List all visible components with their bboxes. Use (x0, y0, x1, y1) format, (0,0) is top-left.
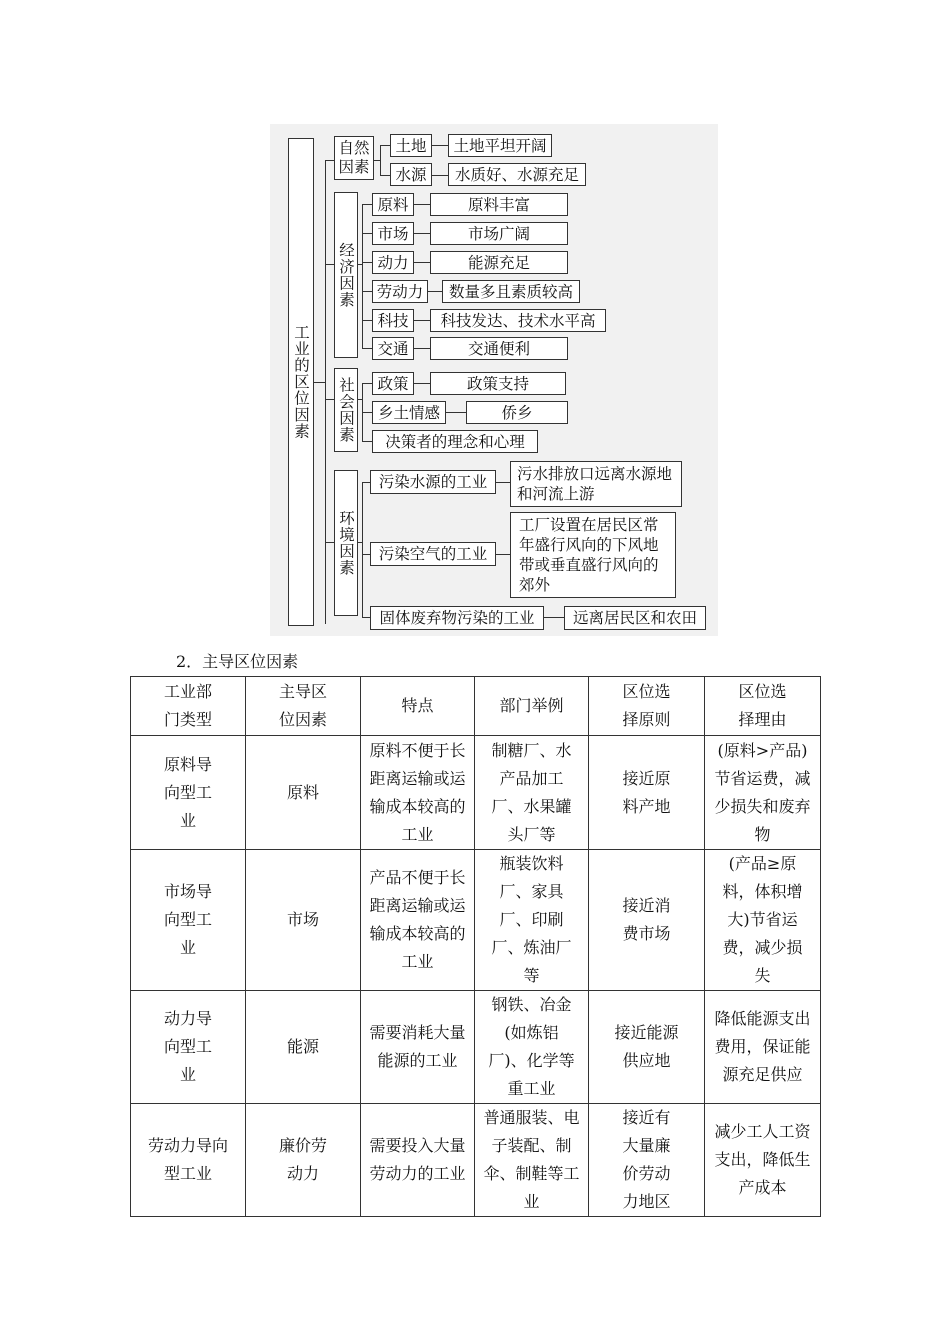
table-cell: (原料>产品)节省运费，减少损失和废弃物 (705, 736, 821, 850)
factor-raw-material: 原料 (372, 193, 414, 216)
detail-market: 市场广阔 (430, 222, 568, 245)
factor-air-polluting-industry: 污染空气的工业 (370, 542, 496, 566)
table-cell: 接近原料产地 (589, 736, 705, 850)
environmental-factors-box: 环境因素 (334, 470, 358, 616)
table-cell: 原料导向型工业 (131, 736, 246, 850)
table-cell: 原料 (246, 736, 361, 850)
factor-transport: 交通 (372, 337, 414, 360)
table-header-row (131, 677, 821, 736)
factor-technology: 科技 (372, 309, 414, 332)
table-cell: 瓶装饮料厂、家具厂、印刷厂、炼油厂等 (475, 850, 589, 991)
detail-raw-material: 原料丰富 (430, 193, 568, 216)
header-cell: 区位选择理由 (705, 677, 821, 736)
factor-land: 土地 (390, 134, 432, 157)
factor-water-polluting-industry: 污染水源的工业 (370, 470, 496, 494)
table-cell: (产品≥原料，体积增大)节省运费，减少损失 (705, 850, 821, 991)
table-cell: 劳动力导向型工业 (131, 1104, 246, 1217)
industry-location-diagram (270, 124, 718, 636)
factor-water: 水源 (390, 163, 432, 186)
table-cell: 接近消费市场 (589, 850, 705, 991)
detail-transport: 交通便利 (430, 337, 568, 360)
table-cell: 产品不便于长距离运输或运输成本较高的工业 (361, 850, 475, 991)
table-row (131, 736, 821, 850)
detail-labor: 数量多且素质较高 (442, 280, 580, 303)
header-cell: 工业部门类型 (131, 677, 246, 736)
table-cell: 廉价劳动力 (246, 1104, 361, 1217)
root-box: 工业的区位因素 (288, 138, 314, 626)
table-cell: 能源 (246, 991, 361, 1104)
table-cell: 动力导向型工业 (131, 991, 246, 1104)
detail-land: 土地平坦开阔 (448, 134, 552, 157)
social-factors-box: 社会因素 (334, 368, 358, 452)
detail-air-polluting-industry: 工厂设置在居民区常年盛行风向的下风地带或垂直盛行风向的郊外 (510, 512, 676, 598)
header-cell: 主导区位因素 (246, 677, 361, 736)
table-row (131, 991, 821, 1104)
header-cell: 部门举例 (475, 677, 589, 736)
factor-hometown-sentiment: 乡土情感 (372, 401, 446, 424)
natural-factors-box: 自然因素 (334, 136, 374, 180)
table-cell: 需要投入大量劳动力的工业 (361, 1104, 475, 1217)
table-cell: 普通服装、电子装配、制伞、制鞋等工业 (475, 1104, 589, 1217)
factor-labor: 劳动力 (372, 280, 428, 303)
detail-hometown-sentiment: 侨乡 (466, 401, 568, 424)
detail-water-polluting-industry: 污水排放口远离水源地和河流上游 (510, 461, 682, 507)
economic-factors-box: 经济因素 (334, 192, 358, 358)
section-heading: 2．主导区位因素 (176, 652, 299, 671)
table-row (131, 850, 821, 991)
table-cell: 制糖厂、水产品加工厂、水果罐头厂等 (475, 736, 589, 850)
detail-solid-waste-industry: 远离居民区和农田 (564, 606, 706, 630)
table-cell: 市场导向型工业 (131, 850, 246, 991)
table-cell: 减少工人工资支出，降低生产成本 (705, 1104, 821, 1217)
dominant-location-factors-table (130, 676, 821, 1217)
table-row (131, 1104, 821, 1217)
factor-decision-maker: 决策者的理念和心理 (372, 430, 538, 453)
detail-policy: 政策支持 (430, 372, 566, 395)
table-cell: 接近有大量廉价劳动力地区 (589, 1104, 705, 1217)
table-cell: 原料不便于长距离运输或运输成本较高的工业 (361, 736, 475, 850)
table-cell: 接近能源供应地 (589, 991, 705, 1104)
table-cell: 钢铁、冶金(如炼铝厂)、化学等重工业 (475, 991, 589, 1104)
factor-market: 市场 (372, 222, 414, 245)
detail-technology: 科技发达、技术水平高 (430, 309, 606, 332)
table-cell: 降低能源支出费用，保证能源充足供应 (705, 991, 821, 1104)
factor-policy: 政策 (372, 372, 414, 395)
factor-solid-waste-industry: 固体废弃物污染的工业 (370, 606, 544, 630)
header-cell: 区位选择原则 (589, 677, 705, 736)
factor-power: 动力 (372, 251, 414, 274)
detail-water: 水质好、水源充足 (448, 163, 586, 186)
table-cell: 需要消耗大量能源的工业 (361, 991, 475, 1104)
table-cell: 市场 (246, 850, 361, 991)
detail-power: 能源充足 (430, 251, 568, 274)
header-cell: 特点 (361, 677, 475, 736)
